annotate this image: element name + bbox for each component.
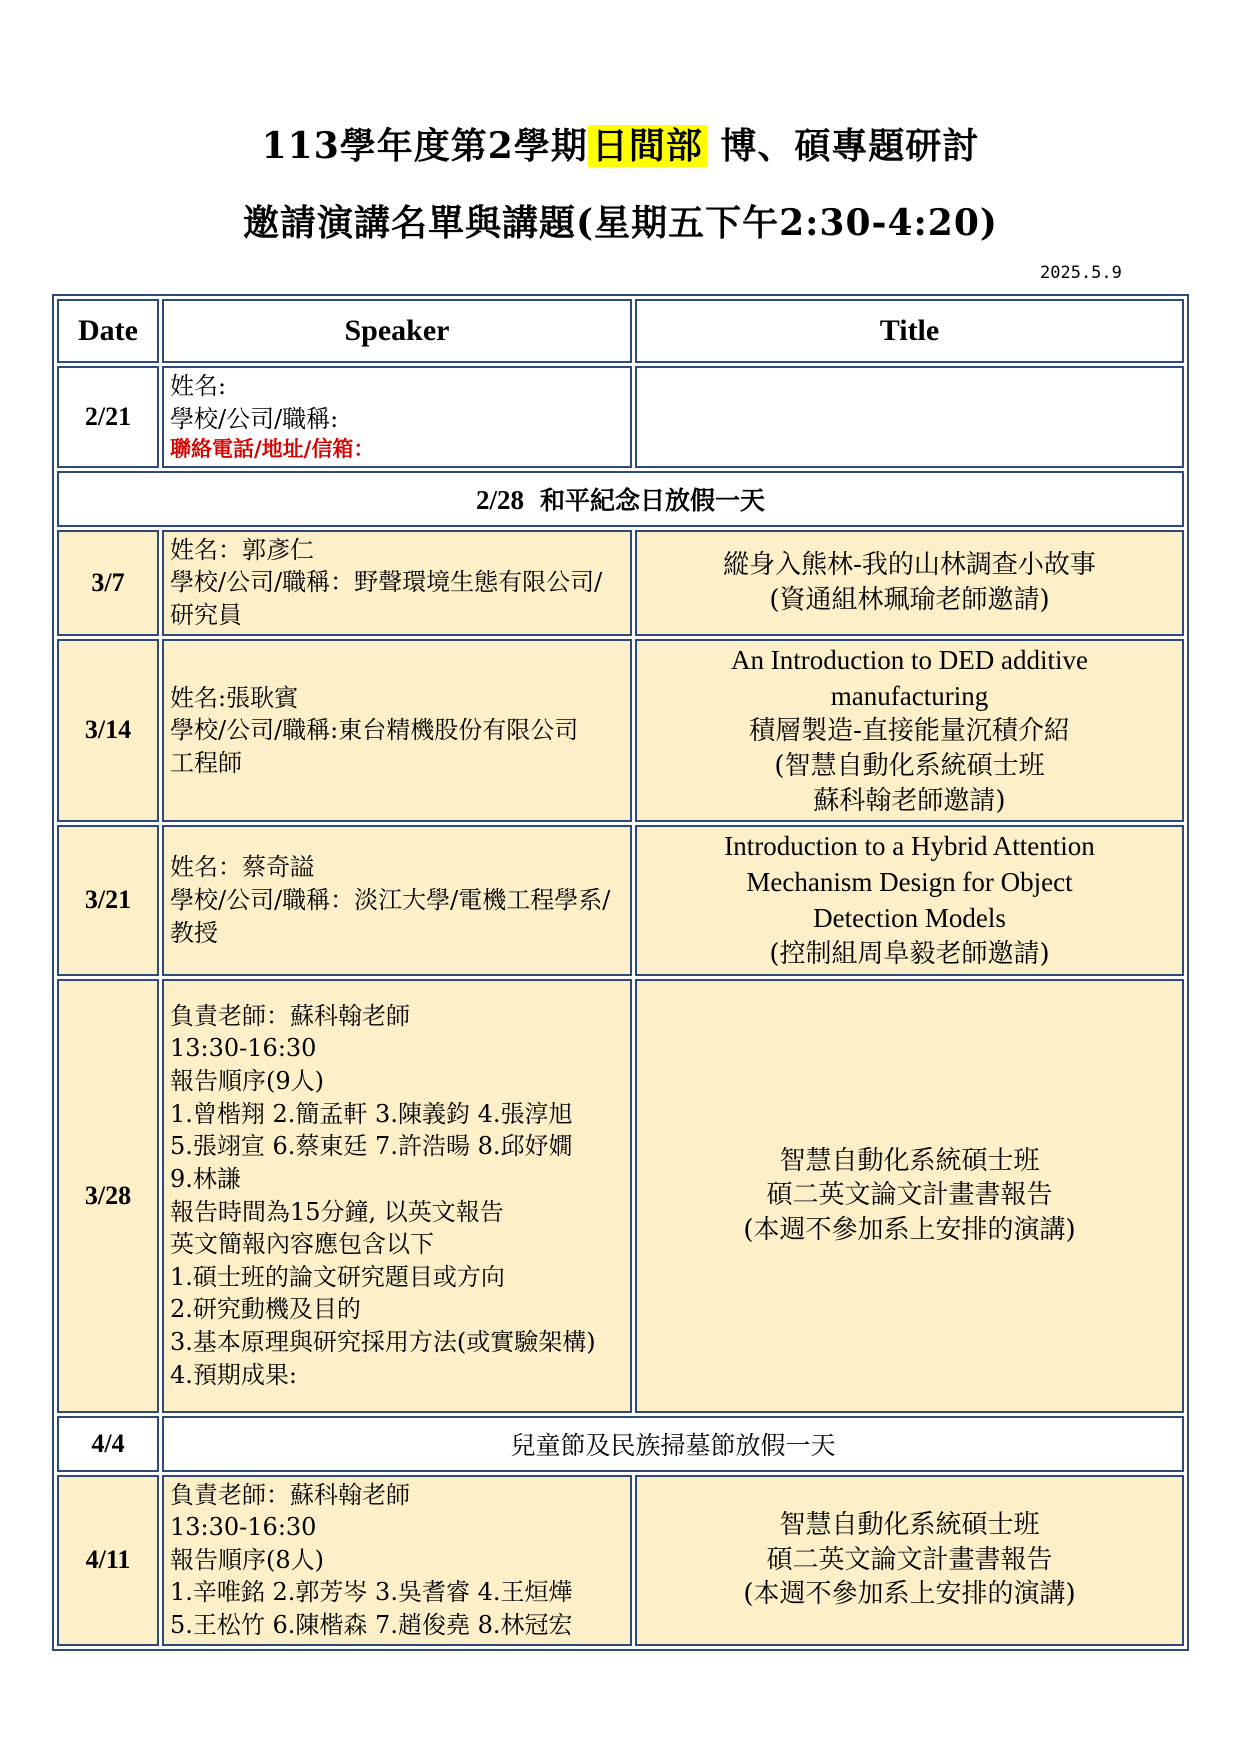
speaker-line: 2.研究動機及目的 <box>170 1295 361 1324</box>
title-line: An Introduction to DED additive <box>731 644 1088 675</box>
table-row <box>57 825 1184 975</box>
table-row <box>57 366 1184 468</box>
title-line: 智慧自動化系統碩士班 <box>779 1145 1040 1176</box>
speaker-line: 學校/公司/職稱：淡江大學/電機工程學系/ <box>170 886 611 915</box>
title-line: 蘇科翰老師邀請) <box>813 785 1006 816</box>
schedule-table <box>52 294 1189 1651</box>
row-date: 3/21 <box>57 825 159 975</box>
speaker-line: 英文簡報內容應包含以下 <box>170 1230 434 1259</box>
speaker-cell <box>162 825 632 975</box>
speaker-line: 1.曾楷翔 2.簡孟軒 3.陳義鈞 4.張淳旭 <box>170 1099 573 1128</box>
title-cell <box>635 366 1184 468</box>
speaker-line: 學校/公司/職稱: <box>170 404 339 433</box>
title-line: (資通組林珮瑜老師邀請) <box>769 584 1050 615</box>
document-title <box>0 118 1241 169</box>
document-date: 2025.5.9 <box>1040 263 1122 283</box>
row-date: 3/14 <box>57 639 159 823</box>
speaker-line: 4.預期成果: <box>170 1360 297 1389</box>
speaker-cell <box>162 530 632 636</box>
title-line: 積層製造-直接能量沉積介紹 <box>749 716 1070 747</box>
speaker-line: 姓名:張耿賓 <box>170 683 299 712</box>
title-cell <box>635 1475 1184 1646</box>
title-suffix: 博、碩專題研討 <box>706 125 980 167</box>
speaker-line: 學校/公司/職稱:東台精機股份有限公司 <box>170 716 579 745</box>
row-date: 2/21 <box>57 366 159 468</box>
speaker-cell <box>162 366 632 468</box>
holiday-cell: 兒童節及民族掃墓節放假一天 <box>162 1416 1184 1472</box>
header-speaker: Speaker <box>162 299 632 363</box>
holiday-row <box>57 471 1184 527</box>
title-line: (智慧自動化系統碩士班 <box>774 751 1045 782</box>
speaker-line: 姓名：蔡奇謚 <box>170 853 314 882</box>
title-line: 碩二英文論文計畫書報告 <box>766 1180 1053 1211</box>
header-row <box>57 299 1184 363</box>
speaker-line: 工程師 <box>170 748 242 777</box>
row-date: 3/7 <box>57 530 159 636</box>
table-row <box>57 639 1184 823</box>
table-row <box>57 1475 1184 1646</box>
title-highlight: 日間部 <box>588 125 707 167</box>
title-line: 碩二英文論文計畫書報告 <box>766 1544 1053 1575</box>
title-cell <box>635 825 1184 975</box>
speaker-line: 研究員 <box>170 601 242 630</box>
title-cell <box>635 639 1184 823</box>
holiday-row <box>57 1416 1184 1472</box>
holiday-date: 2/28 <box>476 484 525 515</box>
speaker-line: 負責老師：蘇科翰老師 <box>170 1480 410 1509</box>
speaker-cell <box>162 1475 632 1646</box>
speaker-line: 負責老師：蘇科翰老師 <box>170 1001 410 1030</box>
speaker-line: 3.基本原理與研究採用方法(或實驗架構) <box>170 1328 596 1357</box>
speaker-line: 報告時間為15分鐘, 以英文報告 <box>170 1197 504 1226</box>
title-line: 縱身入熊林-我的山林調查小故事 <box>723 550 1096 581</box>
title-line: (本週不參加系上安排的演講) <box>743 1214 1076 1245</box>
table-row <box>57 979 1184 1413</box>
title-line: Introduction to a Hybrid Attention <box>724 831 1095 862</box>
holiday-text: 和平紀念日放假一天 <box>539 485 765 515</box>
title-line: Mechanism Design for Object <box>746 867 1073 898</box>
title-cell <box>635 979 1184 1413</box>
holiday-cell <box>57 471 1184 527</box>
speaker-cell <box>162 979 632 1413</box>
speaker-line: 姓名: <box>170 372 227 400</box>
speaker-line: 學校/公司/職稱：野聲環境生態有限公司/ <box>170 568 603 597</box>
speaker-line: 13:30-16:30 <box>170 1513 317 1542</box>
speaker-line: 1.碩士班的論文研究題目或方向 <box>170 1262 505 1291</box>
title-cell <box>635 530 1184 636</box>
title-prefix: 113學年度第2學期 <box>261 125 588 167</box>
speaker-line: 5.王松竹 6.陳楷森 7.趙俊堯 8.林冠宏 <box>170 1611 573 1640</box>
speaker-line: 13:30-16:30 <box>170 1034 317 1063</box>
title-line: (本週不參加系上安排的演講) <box>743 1579 1076 1610</box>
title-line: (控制組周阜毅老師邀請) <box>769 938 1050 969</box>
speaker-line: 9.林謙 <box>170 1164 241 1193</box>
speaker-line: 姓名：郭彥仁 <box>170 535 314 564</box>
speaker-line: 5.張翊宣 6.蔡東廷 7.許浩暘 8.邱妤嫺 <box>170 1132 573 1161</box>
row-date: 4/4 <box>57 1416 159 1472</box>
header-date: Date <box>57 299 159 363</box>
speaker-line: 教授 <box>170 918 218 947</box>
row-date: 4/11 <box>57 1475 159 1646</box>
table-row <box>57 530 1184 636</box>
title-line: Detection Models <box>813 903 1006 934</box>
speaker-cell <box>162 639 632 823</box>
speaker-line: 1.辛唯銘 2.郭芳岑 3.吳耆睿 4.王烜燁 <box>170 1578 573 1607</box>
header-title: Title <box>635 299 1184 363</box>
contact-line: 聯絡電話/地址/信箱： <box>170 436 375 462</box>
title-line: 智慧自動化系統碩士班 <box>779 1510 1040 1541</box>
document-subtitle: 邀請演講名單與講題(星期五下午2:30-4:20) <box>243 202 998 244</box>
row-date: 3/28 <box>57 979 159 1413</box>
title-line: manufacturing <box>830 680 989 711</box>
speaker-line: 報告順序(9人) <box>170 1067 324 1096</box>
speaker-line: 報告順序(8人) <box>170 1545 324 1574</box>
